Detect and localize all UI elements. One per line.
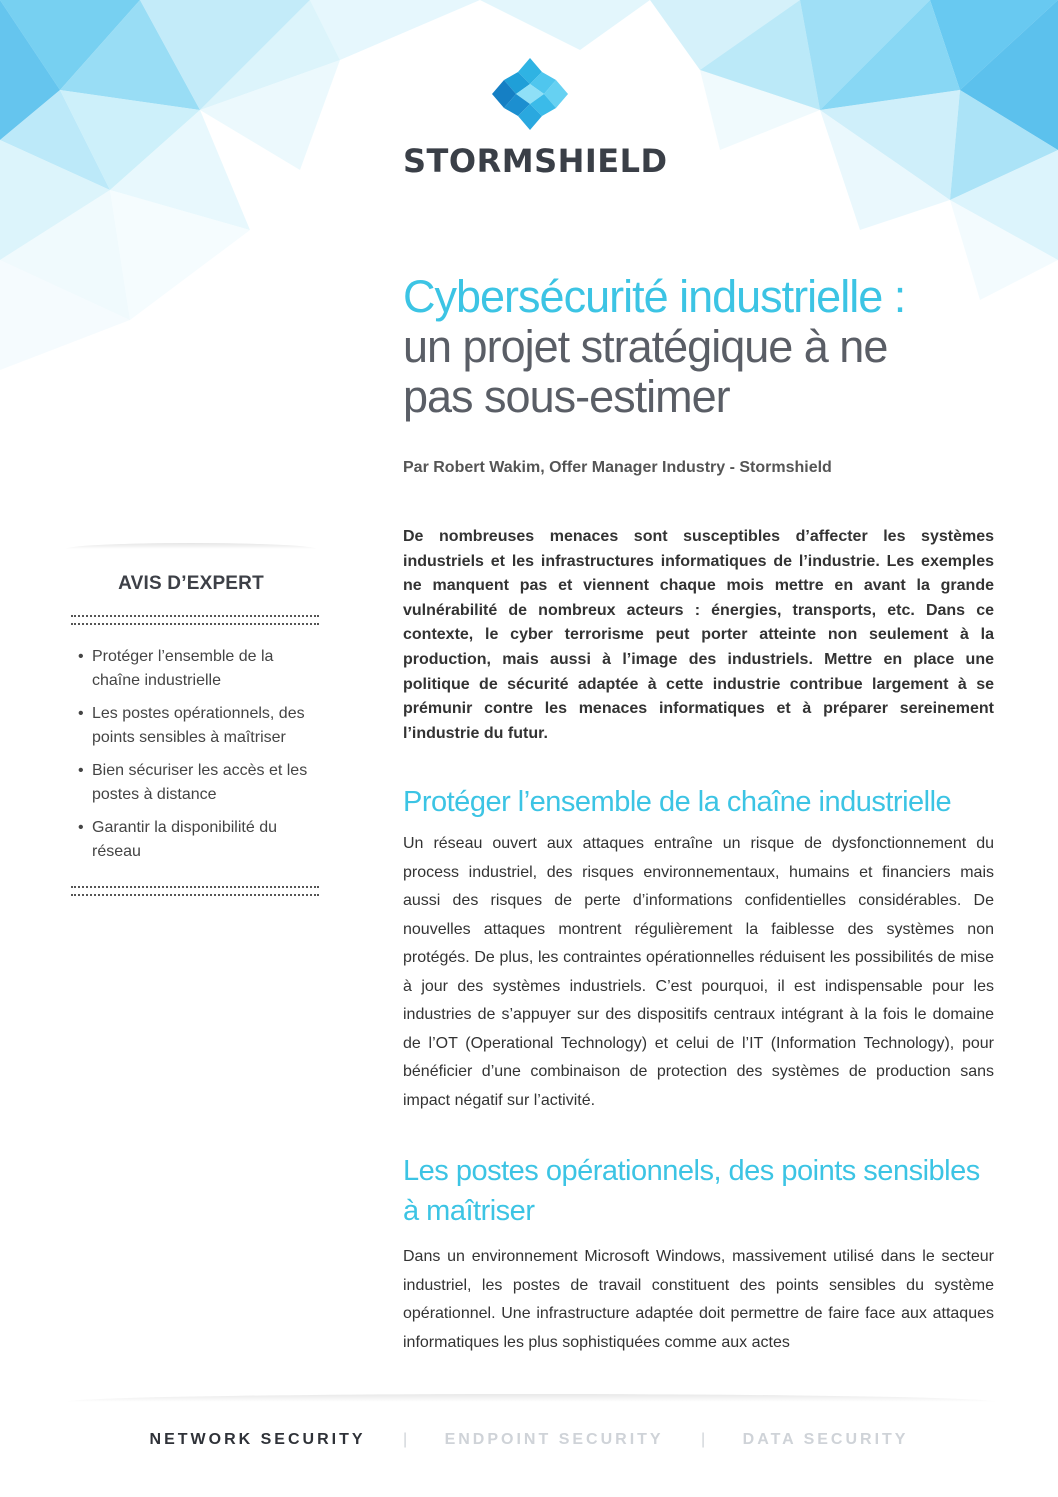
main-content [403, 525, 994, 1357]
sidebar-item: • Garantir la disponibilité du réseau [78, 816, 322, 864]
sidebar-item: • Protéger l’ensemble de la chaîne industrielle [78, 645, 322, 693]
footer-separator: | [701, 1431, 706, 1448]
sidebar-item: • Les postes opérationnels, des points sensibles à maîtriser [78, 702, 322, 750]
expert-sidebar [66, 543, 316, 896]
section-body: Dans un environnement Microsoft Windows, massivement utilisé dans le secteur industriel, les postes de travail constituent des points sensibles du système opérationnel. Une infrastructure adaptée doit permettre de faire face aux attaques informatiques les plus sophistiquées comme aux actes [403, 1248, 994, 1351]
title-accent-line: Cybersécurité industrielle : [403, 271, 906, 322]
section-heading: Les postes opérationnels, des points sensibles à maîtriser [403, 1155, 980, 1228]
dotted-divider [71, 886, 319, 896]
document-title [403, 272, 1003, 422]
footer-shadow-divider [66, 1394, 996, 1402]
footer-item-data-security: DATA SECURITY [742, 1431, 909, 1448]
sidebar-item: • Bien sécuriser les accès et les postes à distance [78, 759, 322, 807]
sidebar-shadow-divider [66, 543, 316, 549]
lead-paragraph: De nombreuses menaces sont susceptibles d’affecter les systèmes industriels et les infrastructures informatiques de l’industrie. Les exemples ne manquent pas et viennent chaque mois mettre en avant la grande vulnérabilité de nombreux acteurs : énergies, transports, etc. Dans ce contexte, le cyber terrorisme peut porter atteinte non seulement à la production, mais aussi à l’image des industriels. Mettre en place une politique de sécurité adaptée à cette industrie contribue largement à se prémunir contre les menaces informatiques et à préparer sereinement l’industrie du futur. [403, 528, 994, 742]
sidebar-list [66, 645, 316, 864]
section-heading: Protéger l’ensemble de la chaîne industrielle [403, 786, 952, 819]
title-line-3: pas sous-estimer [403, 371, 730, 422]
footer-nav [0, 1428, 1058, 1452]
dotted-divider [71, 615, 319, 625]
section-body: Un réseau ouvert aux attaques entraîne un risque de dysfonctionnement du process industriel, des risques environnementaux, humains et financiers mais aussi des risques de perte d’informations confidentielles considérables. De nouvelles attaques montrent régulièrement la faiblesse des systèmes non protégés. De plus, les contraintes opérationnelles réduisent les possibilités de mise à jour des systèmes industriels. C’est pourquoi, il est indispensable pour les industries de s’appuyer sur des dispositifs centraux intégrant à la fois le domaine de l’OT (Operational Technology) et celui de l’IT (Information Technology), pour bénéficier d’une combinaison de protection des systèmes de production sans impact négatif sur l’activité. [403, 835, 994, 1109]
byline: Par Robert Wakim, Offer Manager Industry - Stormshield [403, 459, 832, 476]
title-line-2: un projet stratégique à ne [403, 321, 888, 372]
sidebar-heading: AVIS D’EXPERT [118, 573, 264, 594]
stormshield-logo-icon [490, 58, 570, 130]
footer-item-endpoint-security: ENDPOINT SECURITY [444, 1431, 664, 1448]
brand-name: STORMSHIELD [403, 142, 668, 180]
footer-separator: | [402, 1431, 408, 1448]
footer-item-network-security: NETWORK SECURITY [149, 1431, 366, 1448]
